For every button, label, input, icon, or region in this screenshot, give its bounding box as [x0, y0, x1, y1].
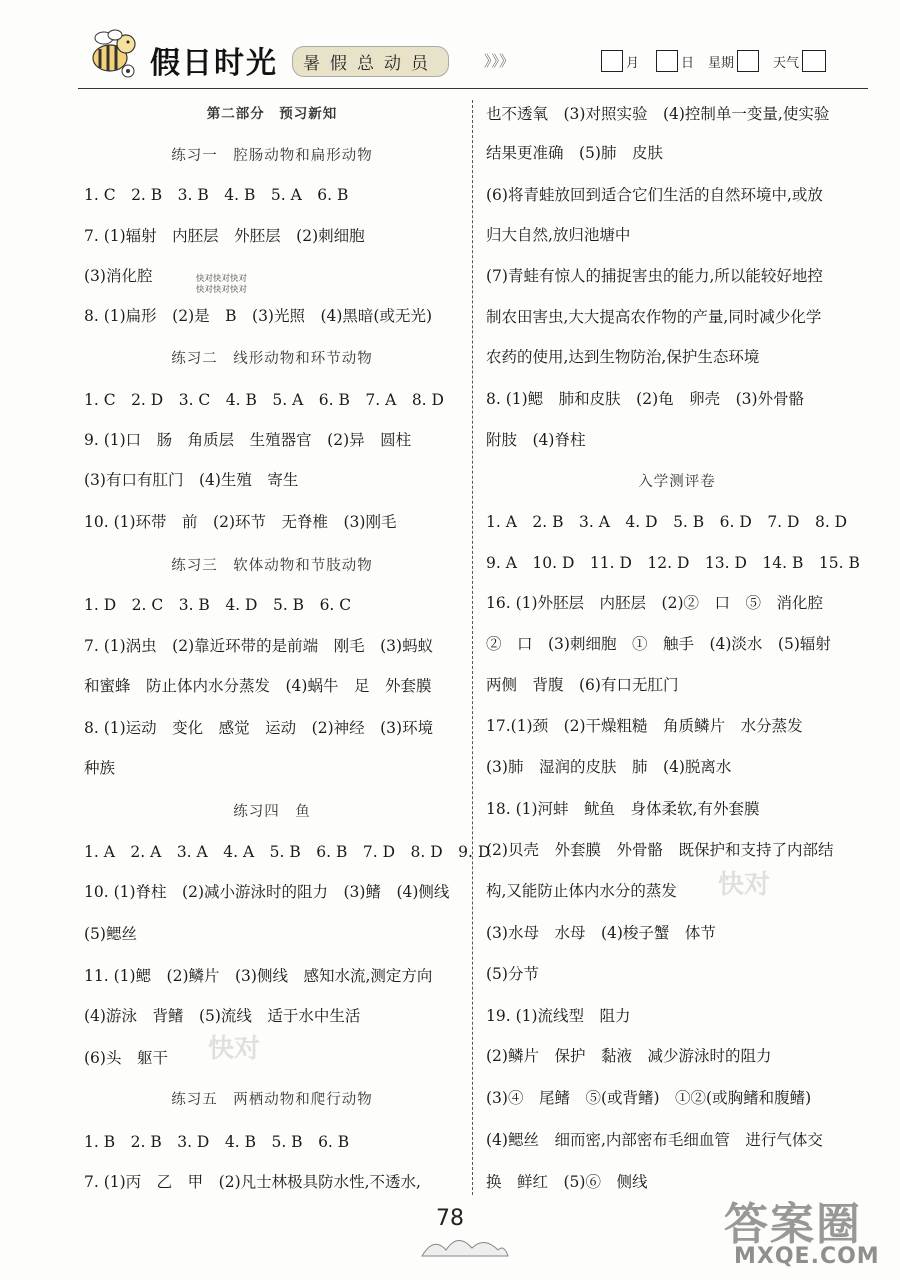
answer-line: (4)游泳 背鳍 (5)流线 适于水中生活 [84, 1007, 361, 1025]
section-heading: 练习三 软体动物和节肢动物 [171, 558, 373, 574]
hills-decoration-icon [420, 1230, 510, 1258]
site-watermark-title: 答案圈 [724, 1199, 862, 1250]
small-stamp [196, 274, 247, 296]
page-header [0, 0, 900, 95]
site-watermark [712, 1188, 892, 1278]
answer-line: 种族 [84, 759, 116, 777]
day-box [656, 50, 678, 72]
answer-line: 7. (1)丙 乙 甲 (2)凡士林极具防水性,不透水, [84, 1173, 421, 1191]
answer-line: (2)贝壳 外套膜 外骨骼 既保护和支持了内部结 [486, 841, 834, 859]
month-box [601, 50, 623, 72]
header-divider [78, 88, 868, 89]
answer-line: 1. C 2. D 3. C 4. B 5. A 6. B 7. A 8. D [84, 391, 444, 409]
answer-line: 19. (1)流线型 阻力 [486, 1007, 631, 1025]
answer-line: 8. (1)扁形 (2)是 B (3)光照 (4)黑暗(或无光) [84, 307, 433, 325]
answer-line: 8. (1)鳃 肺和皮肤 (2)龟 卵壳 (3)外骨骼 [486, 390, 805, 408]
answer-line: (6)将青蛙放回到适合它们生活的自然环境中,或放 [486, 186, 823, 204]
answer-line: 1. B 2. B 3. D 4. B 5. B 6. B [84, 1133, 350, 1151]
weekday-label: 星期 [708, 55, 735, 71]
answer-line: 16. (1)外胚层 内胚层 (2)② 口 ⑤ 消化腔 [486, 594, 823, 612]
answer-line: 11. (1)鳃 (2)鳞片 (3)侧线 感知水流,测定方向 [84, 967, 433, 985]
kuaidui-watermark: 快对 [208, 1034, 261, 1064]
answer-line: (3)消化腔 [84, 267, 153, 285]
answer-line: 也不透氧 (3)对照实验 (4)控制单一变量,使实验 [486, 105, 830, 123]
answer-line: 制农田害虫,大大提高农作物的产量,同时减少化学 [486, 308, 822, 326]
answer-line: (3)肺 湿润的皮肤 肺 (4)脱离水 [486, 758, 732, 776]
page-number: 78 [436, 1206, 464, 1231]
answer-line: 10. (1)脊柱 (2)减小游泳时的阻力 (3)鳍 (4)侧线 [84, 883, 450, 901]
answer-line: 18. (1)河蚌 鱿鱼 身体柔软,有外套膜 [486, 800, 760, 818]
answer-line: 1. A 2. B 3. A 4. D 5. B 6. D 7. D 8. D [486, 513, 848, 531]
answer-line: 和蜜蜂 防止体内水分蒸发 (4)蜗牛 足 外套膜 [84, 677, 432, 695]
answer-line: 1. C 2. B 3. B 4. B 5. A 6. B [84, 186, 349, 204]
section-heading: 练习一 腔肠动物和扁形动物 [171, 148, 373, 164]
section-heading: 练习四 鱼 [233, 804, 311, 820]
weather-box [802, 50, 826, 72]
answer-line: (5)鳃丝 [84, 925, 137, 943]
answer-line: 9. (1)口 肠 角质层 生殖器官 (2)异 圆柱 [84, 431, 412, 449]
day-label: 日 [681, 55, 695, 71]
answer-line: (3)④ 尾鳍 ⑤(或背鳍) ①②(或胸鳍和腹鳍) [486, 1089, 812, 1107]
answer-line: 换 鲜红 (5)⑥ 侧线 [486, 1173, 648, 1191]
column-divider [472, 100, 473, 1195]
answer-line: 农药的使用,达到生物防治,保护生态环境 [486, 348, 760, 366]
answer-line: ② 口 (3)刺细胞 ① 触手 (4)淡水 (5)辐射 [486, 635, 831, 653]
answer-line: (7)青蛙有惊人的捕捉害虫的能力,所以能较好地控 [486, 267, 823, 285]
date-bar [598, 50, 829, 72]
answer-line: 1. A 2. A 3. A 4. A 5. B 6. B 7. D 8. D 9. D [84, 843, 491, 861]
section-heading: 练习五 两栖动物和爬行动物 [171, 1092, 373, 1108]
answer-line: 附肢 (4)脊柱 [486, 431, 586, 449]
brand-title: 假日时光 [150, 46, 278, 81]
section-heading: 练习二 线形动物和环节动物 [171, 351, 373, 367]
weekday-box [737, 50, 759, 72]
arrows-decoration: 》》》 [484, 52, 515, 70]
answer-line: 10. (1)环带 前 (2)环节 无脊椎 (3)刚毛 [84, 513, 397, 531]
answer-line: (3)水母 水母 (4)梭子蟹 体节 [486, 924, 716, 942]
small-stamp-line: 快对快对快对 [196, 274, 248, 284]
section-heading: 第二部分 预习新知 [206, 106, 338, 122]
answer-line: (3)有口有肛门 (4)生殖 寄生 [84, 471, 299, 489]
answer-line: 1. D 2. C 3. B 4. D 5. B 6. C [84, 596, 352, 614]
answer-line: 7. (1)涡虫 (2)靠近环带的是前端 刚毛 (3)蚂蚁 [84, 637, 434, 655]
answer-line: (6)头 躯干 [84, 1049, 168, 1067]
answer-line: 构,又能防止体内水分的蒸发 [486, 882, 677, 900]
answer-line: 结果更准确 (5)肺 皮肤 [486, 144, 663, 162]
answer-line: (5)分节 [486, 965, 539, 983]
answer-line: 9. A 10. D 11. D 12. D 13. D 14. B 15. B [486, 554, 860, 572]
site-watermark-url: MXQE.COM [734, 1244, 880, 1269]
weather-label: 天气 [773, 55, 800, 71]
answer-line: 两侧 背腹 (6)有口无肛门 [486, 676, 679, 694]
answer-line: 归大自然,放归池塘中 [486, 226, 631, 244]
small-stamp-line: 快对快对快对 [196, 285, 248, 295]
brand-subtitle: 暑假总动员 [292, 46, 449, 77]
bee-logo-icon [82, 22, 142, 80]
answer-line: 17.(1)颈 (2)干燥粗糙 角质鳞片 水分蒸发 [486, 717, 803, 735]
answer-line: 7. (1)辐射 内胚层 外胚层 (2)刺细胞 [84, 227, 365, 245]
answer-line: 8. (1)运动 变化 感觉 运动 (2)神经 (3)环境 [84, 719, 434, 737]
section-heading: 入学测评卷 [638, 474, 716, 490]
answer-line: (4)鳃丝 细而密,内部密布毛细血管 进行气体交 [486, 1131, 823, 1149]
kuaidui-watermark: 快对 [718, 870, 771, 900]
month-label: 月 [626, 55, 640, 71]
answer-line: (2)鳞片 保护 黏液 减少游泳时的阻力 [486, 1047, 772, 1065]
